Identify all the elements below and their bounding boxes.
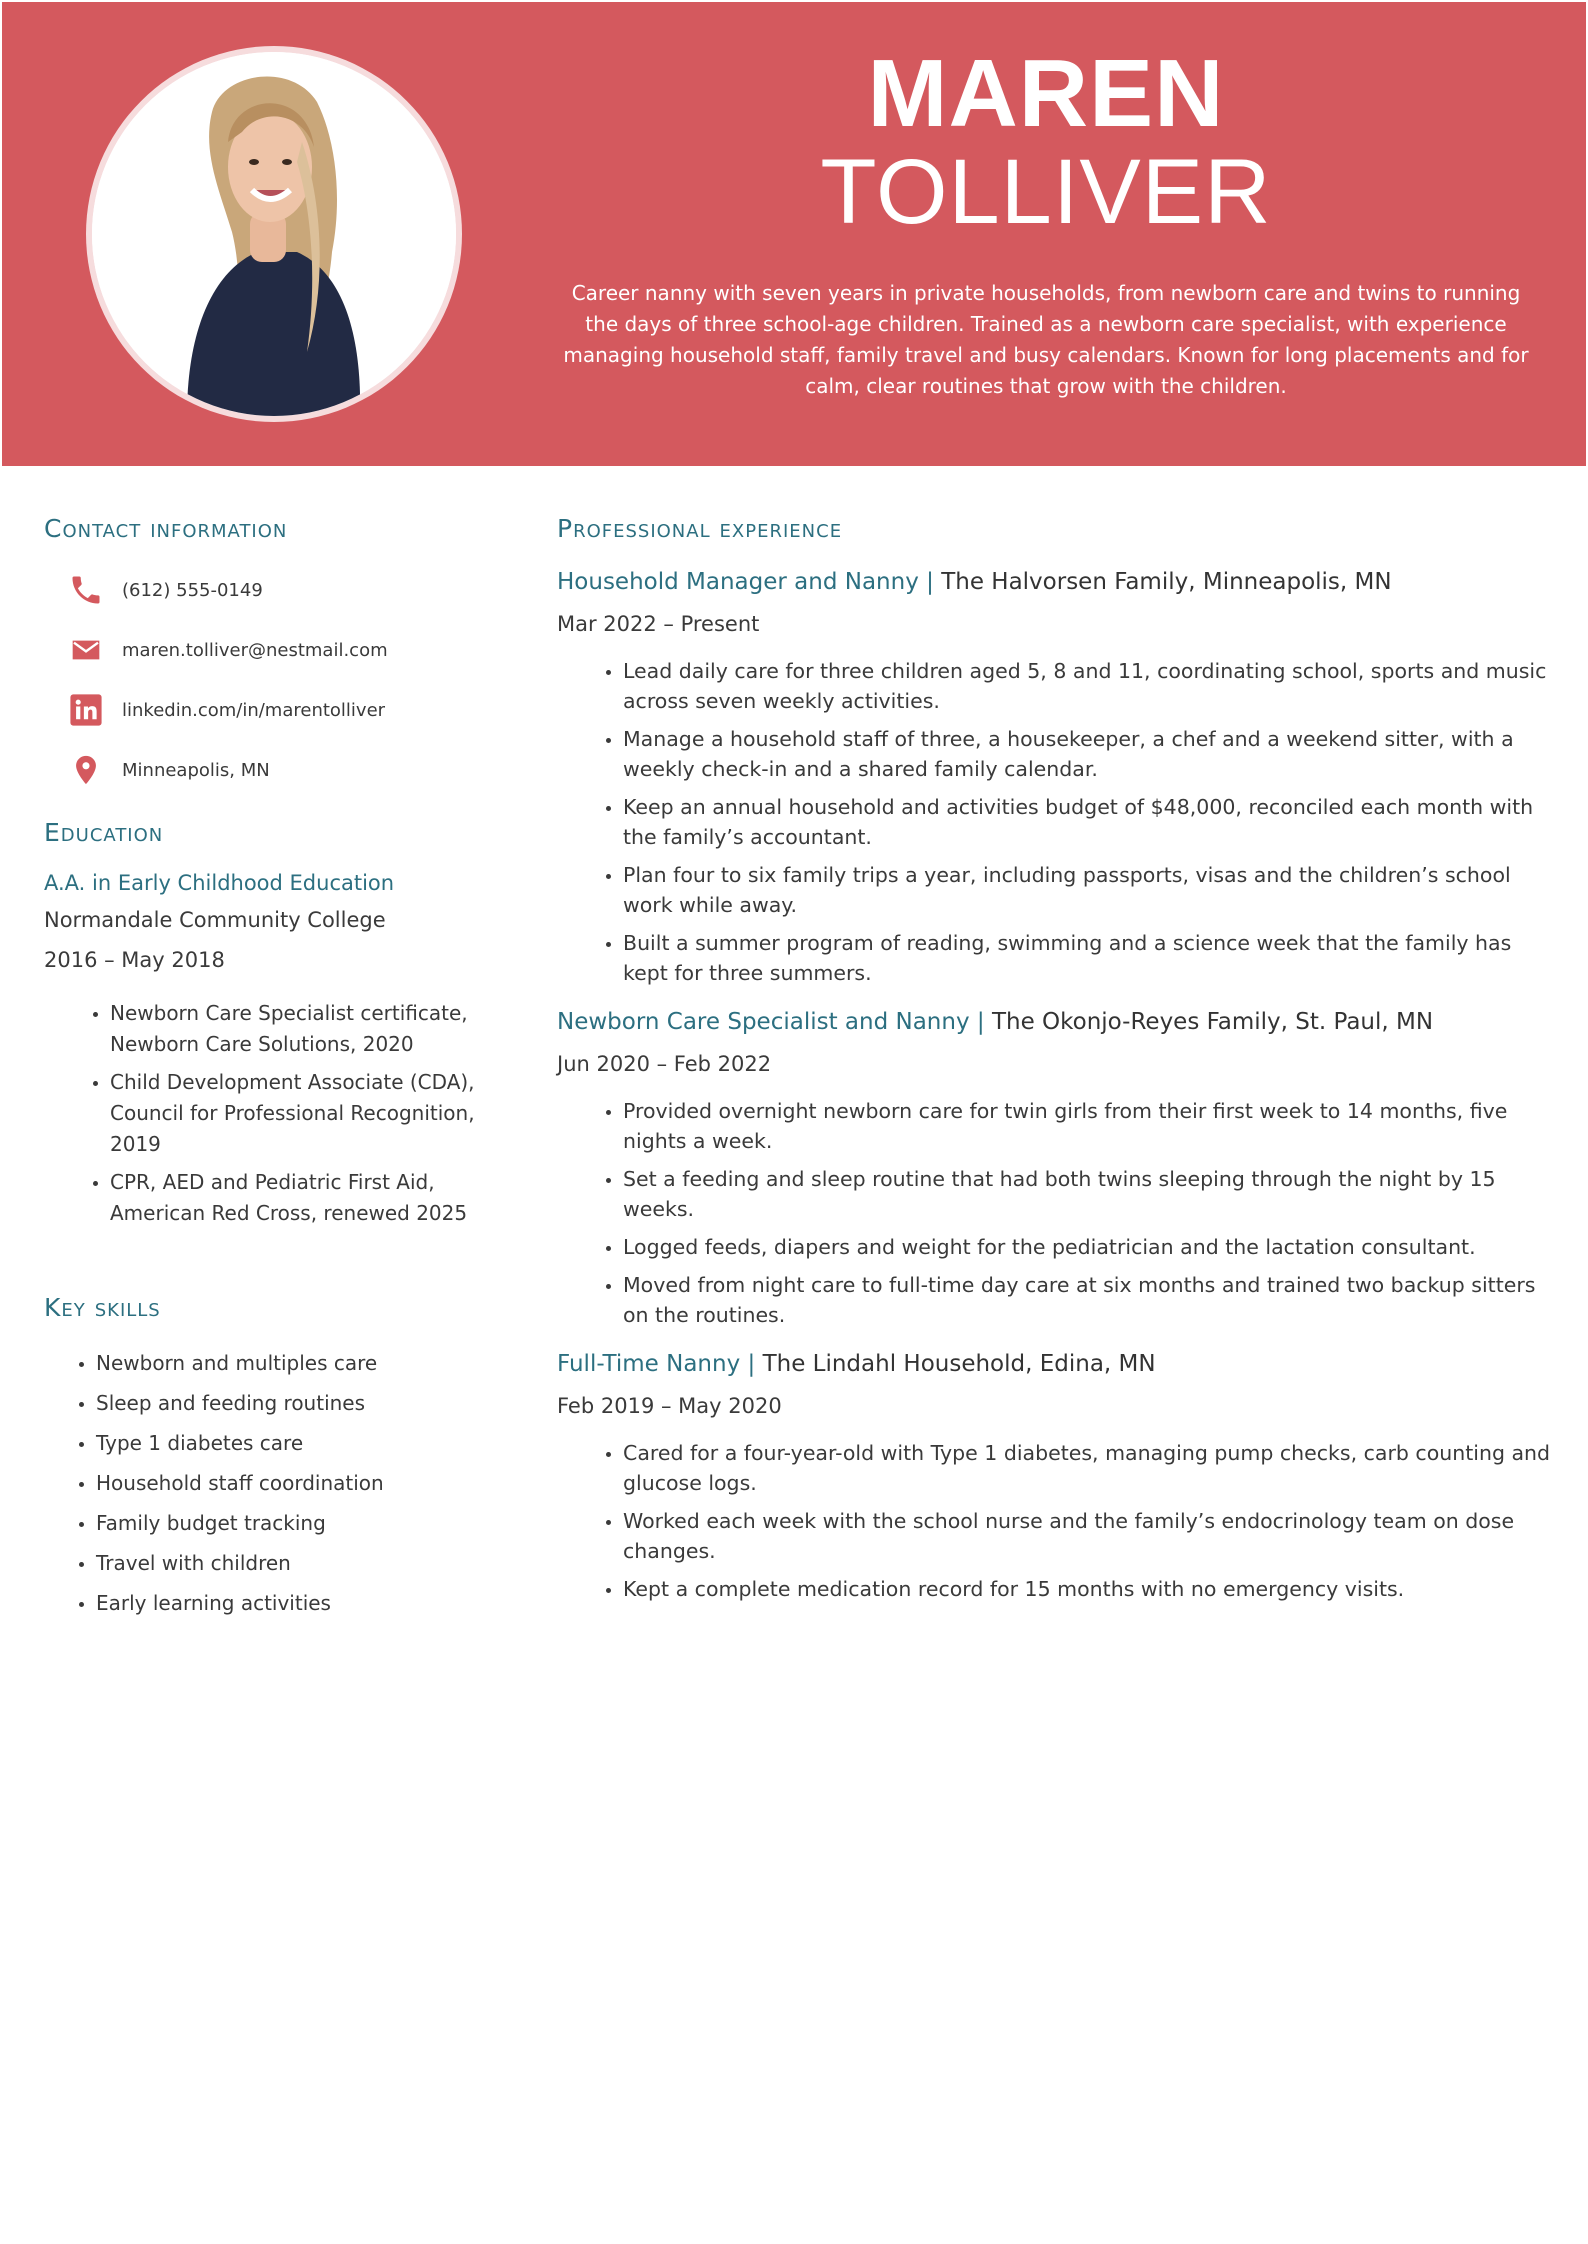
contact-phone-text[interactable]: (612) 555-0149 [122,579,263,601]
job-role: Full-Time Nanny [557,1351,741,1377]
contact-section-title: Contact information [44,514,288,543]
linkedin-icon [66,690,106,730]
resume-header [2,2,1586,466]
list-item: • Newborn and multiples care [96,1343,514,1383]
list-item: • Manage a household staff of three, a housekeeper, a chef and a weekend sitter, with a weekly check-in and a shared family calendar. [623,724,1557,784]
job-bullets [557,1438,1557,1604]
job-dates: Jun 2020 – Feb 2022 [557,1052,772,1076]
job-entry [557,1004,1557,1330]
contact-list [44,560,514,800]
email-icon [66,630,106,670]
phone-icon [66,570,106,610]
last-name: TOLLIVER [820,141,1272,243]
list-item: • Plan four to six family trips a year, including passports, visas and the children’s school work while away. [623,860,1557,920]
list-item: • Set a feeding and sleep routine that had both twins sleeping through the night by 15 weeks. [623,1164,1557,1224]
profile-photo [92,52,456,416]
list-item: • Built a summer program of reading, swimming and a science week that the family has kept for three summers. [623,928,1557,988]
list-item: • Household staff coordination [96,1463,514,1503]
job-bullets [557,1096,1557,1330]
contact-email [44,620,514,680]
contact-linkedin [44,680,514,740]
contact-phone [44,560,514,620]
profile-summary: Career nanny with seven years in private households, from newborn care and twins to running the days of three school-age children. Trained as a newborn care specialist, with experience managing household staff, family travel and busy calendars. Known for long placements and for calm, clear routines that grow with the children. [563,281,1529,398]
right-column [557,510,1557,1612]
list-item: • Kept a complete medication record for 15 months with no emergency visits. [623,1574,1557,1604]
job-dates: Mar 2022 – Present [557,612,760,636]
job-separator: | [747,1351,756,1377]
list-item: • Travel with children [96,1543,514,1583]
job-separator: | [976,1009,985,1035]
portrait-illustration [92,52,456,416]
job-title [557,1346,1557,1382]
job-entry [557,564,1557,988]
job-dates: Feb 2019 – May 2020 [557,1394,782,1418]
contact-linkedin-text[interactable]: linkedin.com/in/marentolliver [122,699,386,721]
job-separator: | [926,569,934,595]
job-title [557,1004,1557,1040]
job-company: The Halvorsen Family, Minneapolis, MN [941,569,1392,595]
left-column [44,510,514,1623]
list-item: • Type 1 diabetes care [96,1423,514,1463]
list-item: • CPR, AED and Pediatric First Aid, American Red Cross, renewed 2025 [110,1167,514,1229]
list-item: • Early learning activities [96,1583,514,1623]
job-company: The Okonjo-Reyes Family, St. Paul, MN [991,1009,1434,1035]
education-section-title: Education [44,818,164,847]
list-item: • Family budget tracking [96,1503,514,1543]
job-bullets [557,656,1557,988]
education-bullets [44,998,514,1229]
contact-email-text[interactable]: maren.tolliver@nestmail.com [122,639,388,661]
list-item: • Provided overnight newborn care for twin girls from their first week to 14 months, five nights a week. [623,1096,1557,1156]
skills-section-title: Key skills [44,1293,161,1322]
list-item: • Newborn Care Specialist certificate, Newborn Care Solutions, 2020 [110,998,514,1060]
job-company: The Lindahl Household, Edina, MN [762,1351,1156,1377]
first-name: MAREN [867,40,1225,147]
list-item: • Keep an annual household and activities budget of $48,000, reconciled each month with the family’s accountant. [623,792,1557,852]
education-dates: 2016 – May 2018 [44,948,225,972]
list-item: • Moved from night care to full-time day care at six months and trained two backup sitters on the routines. [623,1270,1557,1330]
contact-location [44,740,514,800]
education-degree: A.A. in Early Childhood Education [44,871,395,895]
list-item: • Sleep and feeding routines [96,1383,514,1423]
job-role: Household Manager and Nanny [557,569,919,595]
list-item: • Lead daily care for three children aged 5, 8 and 11, coordinating school, sports and music across seven weekly activities. [623,656,1557,716]
profile-photo-frame [86,46,462,422]
education-school: Normandale Community College [44,908,386,932]
skills-list [44,1343,514,1623]
experience-section-title: Professional experience [557,514,843,543]
list-item: • Cared for a four-year-old with Type 1 diabetes, managing pump checks, carb counting and glucose logs. [623,1438,1557,1498]
list-item: • Child Development Associate (CDA), Council for Professional Recognition, 2019 [110,1067,514,1160]
job-entry [557,1346,1557,1604]
job-title [557,564,1557,600]
job-role: Newborn Care Specialist and Nanny [557,1009,970,1035]
list-item: • Worked each week with the school nurse and the family’s endocrinology team on dose changes. [623,1506,1557,1566]
contact-location-text: Minneapolis, MN [122,759,270,781]
location-pin-icon [66,750,106,790]
list-item: • Logged feeds, diapers and weight for the pediatrician and the lactation consultant. [623,1232,1557,1262]
